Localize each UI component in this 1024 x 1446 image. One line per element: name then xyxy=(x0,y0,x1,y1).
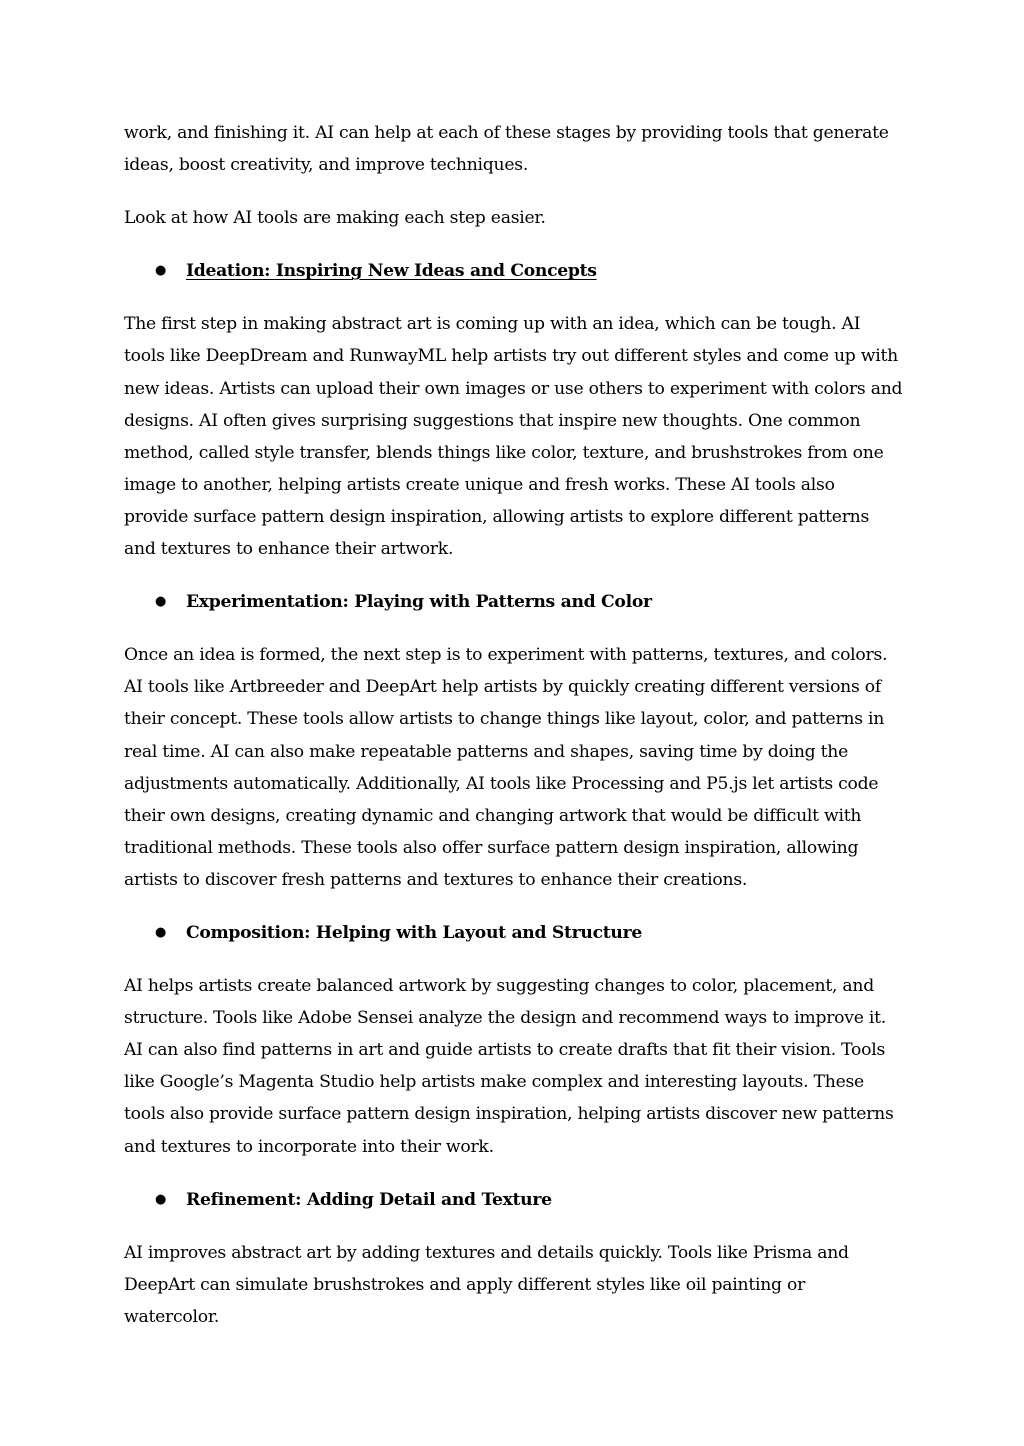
bullet-icon: ● xyxy=(155,594,167,610)
section-heading-composition xyxy=(124,917,904,949)
experimentation-paragraph: Once an idea is formed, the next step is to experiment with patterns, textures, and colors. AI tools like Artbreeder and DeepArt help artists by quickly creating different versions of their concept. These tools allow artists to change things like layout, color, and patterns in real time. AI can also make repeatable patterns and shapes, saving time by doing the adjustments automatically. Additionally, AI tools like Processing and P5.js let artists code their own designs, creating dynamic and changing artwork that would be difficult with traditional methods. These tools also offer surface pattern design inspiration, allowing artists to discover fresh patterns and textures to enhance their creations. xyxy=(124,645,888,890)
document-page xyxy=(124,117,904,1354)
section-heading-refinement xyxy=(124,1184,904,1216)
refinement-heading-text: Refinement: Adding Detail and Texture xyxy=(186,1189,552,1210)
ideation-heading-link[interactable]: Ideation: Inspiring New Ideas and Concepts xyxy=(186,261,597,282)
experimentation-heading-text: Experimentation: Playing with Patterns and Color xyxy=(186,592,652,613)
refinement-paragraph: AI improves abstract art by adding textures and details quickly. Tools like Prisma and DeepArt can simulate brushstrokes and apply different styles like oil painting or watercolor. xyxy=(124,1242,849,1327)
section-heading-ideation xyxy=(124,255,904,287)
bullet-icon: ● xyxy=(155,924,167,940)
section-heading-experimentation xyxy=(124,586,904,618)
intro-lead-in-paragraph: Look at how AI tools are making each step easier. xyxy=(124,208,546,229)
composition-heading-text: Composition: Helping with Layout and Structure xyxy=(186,922,642,943)
bullet-icon: ● xyxy=(155,263,167,279)
ideation-paragraph: The first step in making abstract art is coming up with an idea, which can be tough. AI tools like DeepDream and RunwayML help artists try out different styles and come up with new ideas. Artists can upload their own images or use others to experiment with colors and designs. AI often gives surprising suggestions that inspire new thoughts. One common method, called style transfer, blends things like color, texture, and brushstrokes from one image to another, helping artists create unique and fresh works. These AI tools also provide surface pattern design inspiration, allowing artists to explore different patterns and textures to enhance their artwork. xyxy=(124,314,903,560)
composition-paragraph: AI helps artists create balanced artwork by suggesting changes to color, placement, and structure. Tools like Adobe Sensei analyze the design and recommend ways to improve it. AI can also find patterns in art and guide artists to create drafts that fit their vision. Tools like Google’s Magenta Studio help artists make complex and interesting layouts. These tools also provide surface pattern design inspiration, helping artists discover new patterns and textures to incorporate into their work. xyxy=(124,976,894,1157)
bullet-icon: ● xyxy=(155,1191,167,1207)
intro-continuation-paragraph: work, and finishing it. AI can help at each of these stages by providing tools that generate ideas, boost creativity, and improve techniques. xyxy=(124,123,889,176)
